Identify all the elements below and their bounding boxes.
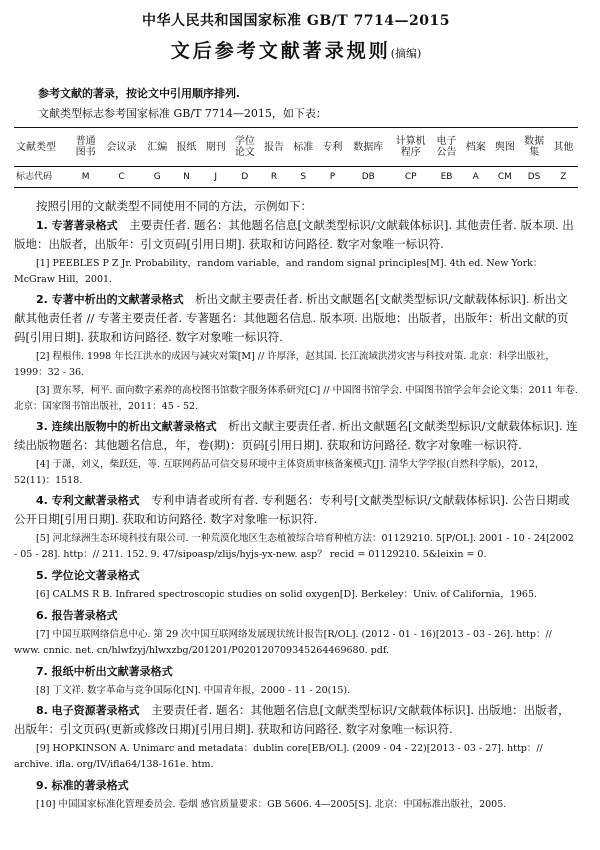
code-cell: DS (527, 171, 541, 182)
section-heading: 5. 学位论文著录格式 (36, 569, 140, 582)
example-reference: [4] 于潇，刘义，柴跃廷，等. 互联网药品可信交易环境中主体资质审核备案模式[J]. 清华大学学报(自然科学版)，2012，52(11)：1518. (14, 459, 545, 486)
code-cell: G (153, 171, 161, 182)
type-cell: 会议录 (100, 128, 142, 167)
format-section (14, 701, 578, 739)
format-section (14, 566, 578, 585)
type-cell: 学位 论文 (230, 128, 259, 167)
section-heading: 1. 专著著录格式 (36, 219, 118, 232)
format-section (14, 662, 578, 681)
section-body: 析出文献主要责任者. 析出文献题名[文献类型标识/文献载体标识]. 析出文献其他责任者 // 专著主要责任者. 专著题名：其他题名信息. 版本项. 出版地：出版者，出版年：析出文献的页码[引用日期]. 获取和访问路径. 数字对象唯一标识符. (14, 292, 569, 344)
code-cell: D (241, 171, 249, 182)
format-section (14, 216, 578, 254)
section-heading: 4. 专利文献著录格式 (36, 494, 140, 507)
type-cell: 标准 (289, 128, 318, 167)
type-cell: 汇编 (143, 128, 172, 167)
example-reference: [7] 中国互联网络信息中心. 第 29 次中国互联网络发展现状统计报告[R/OL]. (2012 - 01 - 16)[2013 - 03 - 26]. http：// www. cnnic. net. cn/hlwfzyj/hlwxzbg/201201/P020120709345264469680. pdf. (14, 629, 552, 656)
type-cell: 专利 (318, 128, 347, 167)
standard-line: 中华人民共和国国家标准 GB/T 7714—2015 (142, 13, 450, 29)
example-reference: [9] HOPKINSON A. Unimarc and metadata：dublin core[EB/OL]. (2009 - 04 - 22)[2013 - 03 - 27]. http：// archive. ifla. org/IV/ifla64/138-161e. htm. (14, 743, 543, 770)
code-cell: M (81, 171, 90, 182)
code-cell: J (214, 171, 217, 182)
example-reference: [3] 贾东琴，柯平. 面向数字素养的高校图书馆数字服务体系研究[C] // 中国图书馆学会. 中国图书馆学会年会论文集：2011 年卷. 北京：国家图书馆出版社，2011：45 - 52. (14, 385, 578, 412)
intro-line-2: 文献类型标志参考国家标准 GB/T 7714—2015，如下表： (38, 107, 327, 120)
code-cell: CM (497, 171, 512, 182)
example-reference: [5] 河北绿洲生态环境科技有限公司. 一种荒漠化地区生态植被综合培育种植方法：01129210. 5[P/OL]. 2001 - 10 - 24[2002 - 05 - 28]. http：// 211. 152. 9. 47/sipoasp/zlijs/hyjs-yx-new. asp？ recid = 01129210. 5&leixin = 0. (14, 533, 574, 560)
code-cell: S (300, 171, 307, 182)
type-cell: 舆图 (490, 128, 519, 167)
lead-text: 按照引用的文献类型不同使用不同的方法，示例如下： (36, 199, 312, 213)
code-cell: EB (440, 171, 453, 182)
type-cell: 期刊 (201, 128, 230, 167)
type-cell: 档案 (461, 128, 490, 167)
example-reference: [10] 中国国家标准化管理委员会. 卷烟 感官质量要求：GB 5606. 4—2005[S]. 北京：中国标准出版社，2005. (36, 799, 507, 810)
type-cell: 数据 集 (519, 128, 548, 167)
code-cell: Z (560, 171, 567, 182)
code-row (14, 167, 578, 188)
type-row-label: 文献类型 (14, 128, 71, 167)
format-section (14, 606, 578, 625)
section-body: 主要责任者. 题名：其他题名信息[文献类型标识/文献载体标识]. 出版地：出版者，出版年：引文页码(更新或修改日期)[引用日期]. 获取和访问路径. 数字对象唯一标识符. (14, 703, 570, 736)
section-heading: 6. 报告著录格式 (36, 609, 118, 622)
format-sections (14, 216, 578, 813)
format-section (14, 491, 578, 529)
section-body: 专利申请者或所有者. 专利题名：专利号[文献类型标识/文献载体标识]. 公告日期或公开日期[引用日期]. 获取和访问路径. 数字对象唯一标识符. (14, 493, 570, 526)
type-cell: 普通 图书 (71, 128, 100, 167)
title-note: (摘编) (390, 47, 422, 60)
type-cell: 报告 (259, 128, 288, 167)
code-cell: C (118, 171, 125, 182)
example-reference: [1] PEEBLES P Z Jr. Probability，random variable，and random signal principles[M]. 4th ed. New York：McGraw Hill，2001. (14, 258, 543, 285)
section-body: 析出文献主要责任者. 析出文献题名[文献类型标识/文献载体标识]. 连续出版物题名：其他题名信息，年，卷(期)：页码[引用日期]. 获取和访问路径. 数字对象唯一标识符. (14, 419, 578, 452)
code-cell: N (183, 171, 190, 182)
type-row (14, 128, 578, 167)
example-reference: [6] CALMS R B. Infrared spectroscopic studies on solid oxygen[D]. Berkeley：Univ. of California，1965. (36, 589, 538, 600)
type-cell: 报纸 (172, 128, 201, 167)
format-section (14, 290, 578, 347)
example-reference: [2] 程根伟. 1998 年长江洪水的成因与减灾对策[M] // 许厚泽，赵其国. 长江流域洪涝灾害与科技对策. 北京：科学出版社，1999：32 - 36. (14, 351, 555, 378)
code-cell: P (329, 171, 336, 182)
document-type-table (14, 127, 578, 188)
code-cell: R (270, 171, 278, 182)
code-cell: CP (404, 171, 417, 182)
code-row-label: 标志代码 (16, 171, 53, 182)
type-cell: 数据库 (347, 128, 389, 167)
section-heading: 9. 标准的著录格式 (36, 779, 129, 792)
section-body: 主要责任者. 题名：其他题名信息[文献类型标识/文献载体标识]. 其他责任者. 版本项. 出版地：出版者，出版年：引文页码[引用日期]. 获取和访问路径. 数字对象唯一标识符. (14, 218, 574, 251)
section-heading: 8. 电子资源著录格式 (36, 704, 140, 717)
code-cell: A (472, 171, 479, 182)
example-reference: [8] 丁文祥. 数字革命与竞争国际化[N]. 中国青年报，2000 - 11 - 20(15). (36, 685, 351, 696)
format-section (14, 417, 578, 455)
page-title (14, 36, 578, 63)
type-cell: 计算机 程序 (389, 128, 431, 167)
title-text: 文后参考文献著录规则 (170, 40, 391, 62)
section-heading: 3. 连续出版物中的析出文献著录格式 (36, 420, 217, 433)
section-heading: 7. 报纸中析出文献著录格式 (36, 665, 173, 678)
code-cell: DB (361, 171, 375, 182)
type-cell: 其他 (549, 128, 578, 167)
intro-line-1: 参考文献的著录，按论文中引用顺序排列. (38, 87, 240, 100)
format-section (14, 776, 578, 795)
section-heading: 2. 专著中析出的文献著录格式 (36, 293, 184, 306)
type-cell: 电子 公告 (432, 128, 461, 167)
